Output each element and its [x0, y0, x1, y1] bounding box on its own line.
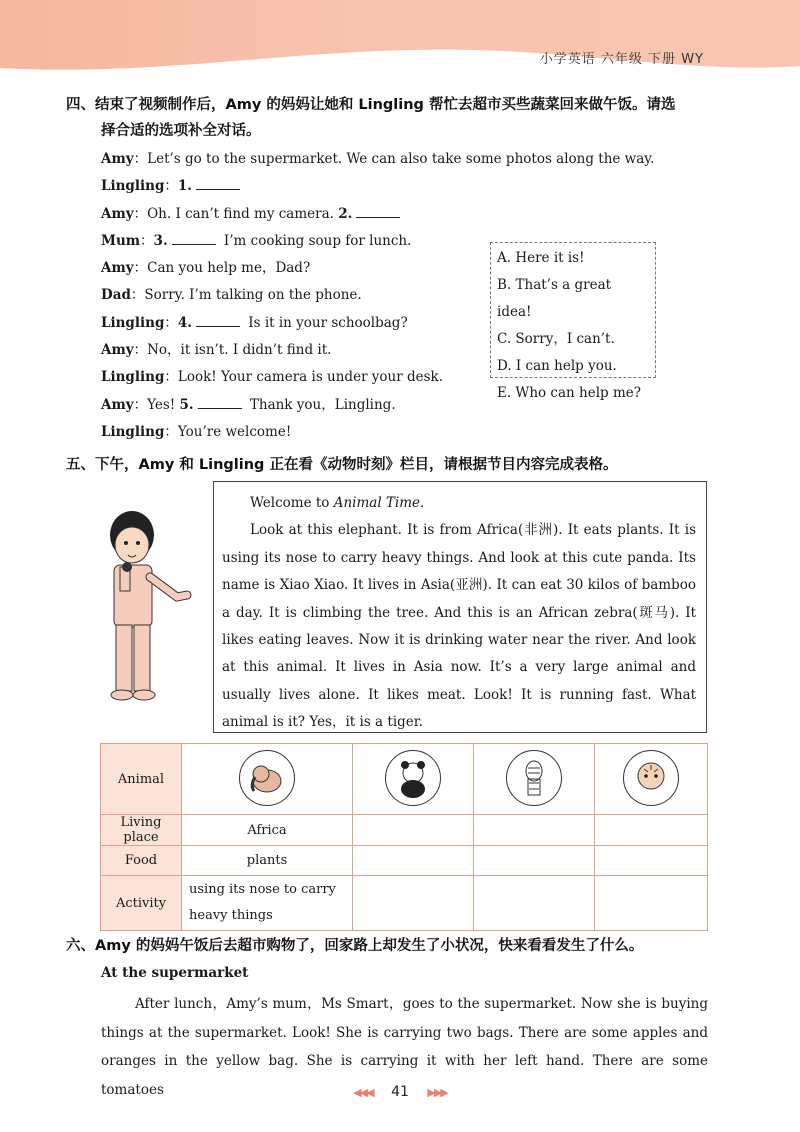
- section6-text: After lunch，Amy’s mum，Ms Smart，goes to the supermarket. Now she is buying things at the supermarket. Look! She is carrying two bags. There are some apples and oranges in the yellow bag. She is carrying it with her left hand. There are some tomatoes: [101, 996, 708, 1098]
- answer-blank[interactable]: [198, 396, 242, 409]
- blank-number: 4.: [177, 314, 192, 331]
- dialogue-text: Is it in your schoolbag?: [243, 314, 408, 331]
- row-head-living-place: Living place: [101, 815, 182, 846]
- option-b: B. That’s a great idea!: [497, 277, 612, 320]
- speaker-name: Amy: [101, 205, 134, 222]
- option-d: D. I can help you.: [497, 358, 617, 374]
- presenter-boy-illustration: [92, 505, 196, 705]
- story-text: Look at this elephant. It is from Africa(非洲). It eats plants. It is using its nose to carry heavy things. And look at this cute panda. Its name is Xiao Xiao. It lives in Asia(亚洲). It can eat 30 kilos of bamboo a day. It is climbing the tree. And this is an African zebra(斑马). It likes eating leaves. Now it is drinking water near the river. And look at this animal. It lives in Asia now. It’s a very large animal and usually lives alone. It likes meat. Look! It is running fast. What animal is it? Yes，it is a tiger.: [222, 522, 696, 731]
- row-head-animal: Animal: [101, 744, 182, 815]
- activity-elephant: using its nose to carry heavy things: [182, 876, 353, 931]
- living-place-zebra: [474, 815, 595, 846]
- dialogue-line: [101, 173, 654, 200]
- dialogue-line: [101, 146, 654, 173]
- answer-blank[interactable]: [172, 232, 216, 245]
- answer-blank[interactable]: [196, 177, 240, 190]
- living-place-tiger: [595, 815, 708, 846]
- dialogue-text: ：No，it isn’t. I didn’t find it.: [133, 342, 332, 359]
- dialogue-line: [101, 201, 654, 228]
- blank-number: 1.: [177, 178, 192, 195]
- story-welcome: Welcome to Animal Time.: [250, 495, 425, 511]
- food-zebra: [474, 846, 595, 876]
- elephant-icon: [239, 750, 295, 806]
- activity-zebra: [474, 876, 595, 931]
- speaker-name: Amy: [101, 260, 134, 277]
- speaker-name: Mum: [101, 232, 141, 249]
- section4-title-line2: 择合适的选项补全对话。: [101, 123, 261, 139]
- page-number: 41: [391, 1084, 409, 1100]
- zebra-icon: [506, 750, 562, 806]
- dialogue-text: ：Can you help me，Dad?: [133, 260, 311, 277]
- options-box: [490, 242, 656, 401]
- page-number-bar: [0, 1084, 800, 1100]
- option-e: E. Who can help me?: [497, 385, 641, 401]
- activity-panda: [353, 876, 474, 931]
- blank-number: 5.: [179, 396, 194, 413]
- speaker-name: Amy: [101, 342, 134, 359]
- tiger-icon: [623, 750, 679, 806]
- activity-tiger: [595, 876, 708, 931]
- option-c: C. Sorry，I can’t.: [497, 331, 615, 347]
- speaker-name: Amy: [101, 396, 134, 413]
- dialogue-text: ：Look! Your camera is under your desk.: [164, 369, 444, 386]
- dialogue-text: ：Oh. I can’t find my camera.: [133, 205, 339, 222]
- dialogue-text: ：Let’s go to the supermarket. We can also take some photos along the way.: [133, 151, 655, 167]
- panda-icon: [385, 750, 441, 806]
- dialogue-text: ：: [164, 178, 178, 195]
- dialogue-text: ：: [164, 314, 178, 331]
- dialogue-text: ：You’re welcome!: [164, 423, 292, 440]
- food-elephant: plants: [182, 846, 353, 876]
- food-panda: [353, 846, 474, 876]
- dialogue-line: [101, 419, 654, 446]
- animal-table: [100, 743, 708, 931]
- dialogue-text: ：: [140, 232, 154, 249]
- dialogue-text: Thank you，Lingling.: [245, 396, 396, 413]
- speaker-name: Amy: [101, 151, 134, 167]
- dialogue-text: ：Yes!: [133, 396, 180, 413]
- dialogue-text: ：Sorry. I’m talking on the phone.: [130, 287, 362, 304]
- section4-title-line1: 四、结束了视频制作后，Amy 的妈妈让她和 Lingling 帮忙去超市买些蔬菜回来做午饭。请选: [66, 97, 676, 113]
- speaker-name: Lingling: [101, 314, 165, 331]
- speaker-name: Lingling: [101, 178, 165, 195]
- answer-blank[interactable]: [196, 314, 240, 327]
- dialogue-text: I’m cooking soup for lunch.: [219, 232, 412, 249]
- story-box: [213, 481, 707, 733]
- speaker-name: Lingling: [101, 423, 165, 440]
- answer-blank[interactable]: [356, 205, 400, 218]
- living-place-elephant: Africa: [182, 815, 353, 846]
- blank-number: 3.: [153, 232, 168, 249]
- option-a: A. Here it is!: [497, 250, 585, 266]
- section6-subtitle: At the supermarket: [101, 965, 249, 981]
- row-head-food: Food: [101, 846, 182, 876]
- food-tiger: [595, 846, 708, 876]
- speaker-name: Lingling: [101, 369, 165, 386]
- row-head-activity: Activity: [101, 876, 182, 931]
- speaker-name: Dad: [101, 287, 131, 304]
- section5-title: 五、下午，Amy 和 Lingling 正在看《动物时刻》栏目，请根据节目内容完成表格。: [66, 457, 618, 473]
- left-arrows-icon: ◀◀◀: [353, 1086, 373, 1099]
- right-arrows-icon: ▶▶▶: [427, 1086, 447, 1099]
- section6-title: 六、Amy 的妈妈午饭后去超市购物了，回家路上却发生了小状况，快来看看发生了什么。: [66, 938, 644, 954]
- blank-number: 2.: [338, 205, 353, 222]
- living-place-panda: [353, 815, 474, 846]
- series-label: 小学英语 六年级 下册 WY: [539, 52, 704, 67]
